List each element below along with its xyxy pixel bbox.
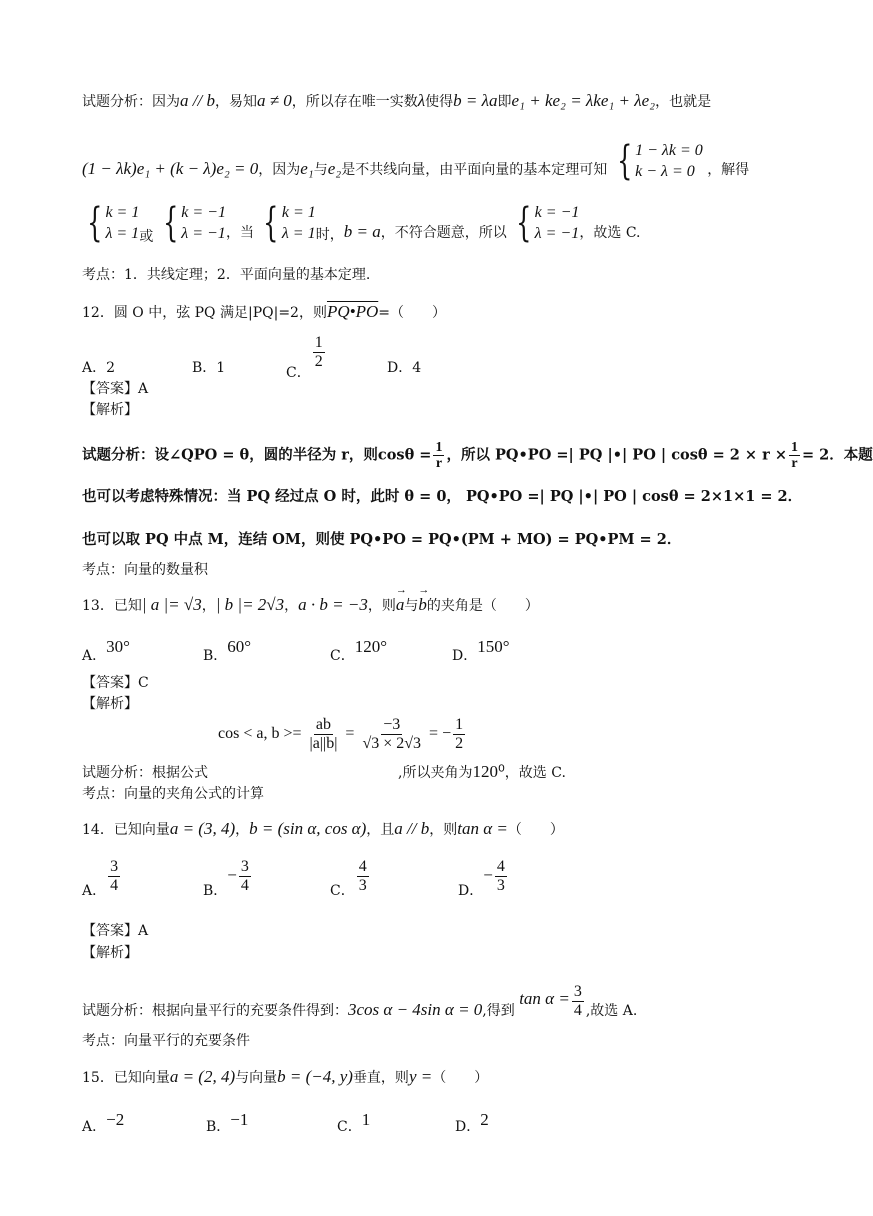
q12-analysis-label: 【解析】	[82, 402, 138, 418]
q14-option-d: D．− $\frac{4}{3}$	[458, 858, 505, 899]
q12-option-b: B．1	[192, 360, 226, 376]
parallel-expr: a // b	[180, 91, 215, 110]
q14-option-c: C． $\frac{4}{3}$	[330, 858, 367, 899]
q14-stem: 14．已知向量a = (3, 4)，b = (sin α, cos α)，且a // b，则tan α =（ ）	[82, 819, 564, 838]
q12-analysis-line-2: 也可以考虑特殊情况：当 PQ 经过点 O 时，此时 θ = 0， PQ•PO =| PQ |•| PO | cosθ = 2×1×1 = 2．	[82, 488, 803, 505]
q13-option-c: C．120°	[330, 637, 388, 664]
q14-option-b: B．− $\frac{3}{4}$	[203, 858, 249, 899]
q15-stem: 15．已知向量a = (2, 4)与向量b = (−4, y)垂直，则y =（ ）	[82, 1067, 489, 1086]
q13-analysis-label: 【解析】	[82, 696, 138, 712]
q14-answer: 【答案】A	[82, 923, 149, 939]
q12-answer: 【答案】A	[82, 381, 149, 397]
q11-analysis-line-1: 试题分析：因为a // b，易知a ≠ 0，所以存在唯一实数λ使得b = λa即e₁ + ke₂ = λke₁ + λe₂，也就是	[82, 91, 712, 110]
q15-option-c: C．1	[337, 1110, 371, 1135]
dot-product-expr: PQ•PO	[326, 302, 379, 321]
coefficient-expr: (1 − λk)e₁ + (k − λ)e₂ = 0	[82, 159, 259, 178]
solution-system-2: { k = −1 λ = −1	[162, 200, 226, 246]
q11-analysis-line-3: { k = 1 λ = 1 或 { k = −1 λ = −1 ，当 { k = 1 λ = 1 时，b = a，不符合题意，所以 { k = −1 λ = −1 ，故选 C.	[82, 202, 641, 244]
fraction-one-half: $\frac{1}{2}$	[314, 334, 323, 370]
solution-system-4: { k = −1 λ = −1	[516, 200, 580, 246]
collinear-expr: b = λa	[453, 91, 498, 110]
nonzero-expr: a ≠ 0	[256, 91, 292, 110]
q13-option-a: A．30°	[82, 637, 130, 664]
equation-system: { 1 − λk = 0 k − λ = 0	[616, 138, 703, 184]
q15-option-a: A．−2	[82, 1110, 125, 1135]
q14-analysis-label: 【解析】	[82, 945, 138, 961]
q13-stem: 13．已知| a |= √3，| b |= 2√3，a · b = −3，则→ a与→ b的夹角是（ ）	[82, 596, 539, 615]
q13-option-b: B．60°	[203, 637, 252, 664]
basis-expr: e₁ + ke₂ = λke₁ + λe₂	[511, 91, 656, 110]
q12-kaodian: 考点：向量的数量积	[82, 562, 208, 578]
q13-kaodian: 考点：向量的夹角公式的计算	[82, 786, 264, 802]
q12-option-d: D．4	[387, 360, 422, 376]
solution-system-3: { k = 1 λ = 1	[263, 200, 316, 246]
q13-analysis-text: 试题分析：根据公式 ,所以夹角为120⁰，故选 C.	[82, 762, 566, 781]
q15-option-d: D．2	[455, 1110, 489, 1135]
q12-option-a: A．2	[82, 360, 116, 376]
q14-option-a: A． $\frac{3}{4}$	[82, 858, 119, 899]
q12-analysis-line-1: 试题分析：设∠QPO = θ，圆的半径为 r，则cosθ = $\frac{1}{r}$ ，所以 PQ•PO =| PQ |•| PO | cosθ = 2 × r × $\frac{1}{r}$ = 2．本题	[82, 440, 873, 471]
q13-answer: 【答案】C	[82, 675, 149, 691]
solution-system-1: { k = 1 λ = 1	[87, 200, 140, 246]
q13-formula: cos < a, b >= $\frac{ab}{|a||b|}$ = $\frac{-3}{√3 \times 2√3}$ = − $\frac{1}{2}$	[218, 716, 464, 752]
q15-option-b: B．−1	[206, 1110, 249, 1135]
q11-analysis-line-2: (1 − λk)e₁ + (k − λ)e₂ = 0，因为e₁与e₂是不共线向量，由平面向量的基本定理可知 { 1 − λk = 0 k − λ = 0 ，解得	[82, 138, 750, 184]
q13-option-d: D．150°	[452, 637, 510, 664]
q12-stem: 12．圆 O 中，弦 PQ 满足|PQ|=2，则PQ•PO=（ ）	[82, 302, 446, 321]
q12-option-c: C． $\frac{1}{2}$	[286, 334, 323, 381]
q14-analysis-text: 试题分析：根据向量平行的充要条件得到：3cos α − 4sin α = 0,得到 tan α = $\frac{3}{4}$ ,故选 A.	[82, 983, 638, 1019]
q11-kaodian: 考点：1．共线定理；2．平面向量的基本定理.	[82, 267, 371, 283]
q14-kaodian: 考点：向量平行的充要条件	[82, 1033, 250, 1049]
q12-analysis-line-3: 也可以取 PQ 中点 M，连结 OM，则使 PQ•PO = PQ•(PM + MO) = PQ•PM = 2．	[82, 531, 682, 548]
